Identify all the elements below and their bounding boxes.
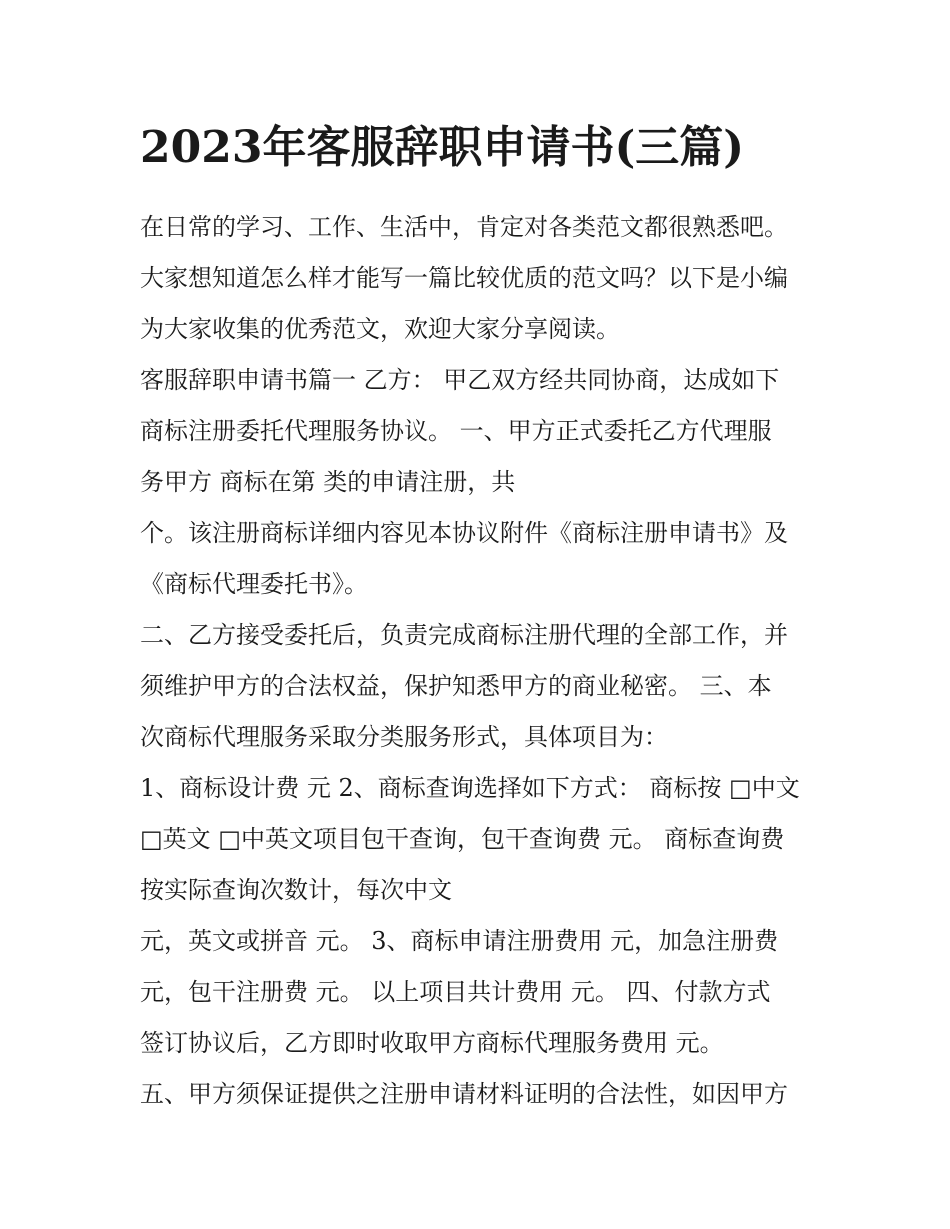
body-line: 商标注册委托代理服务协议。 一、甲方正式委托乙方代理服: [140, 417, 772, 445]
body-line: 二、乙方接受委托后，负责完成商标注册代理的全部工作，并: [140, 621, 788, 649]
title-text: 年客服辞职申请书(三篇): [262, 122, 745, 173]
body-line: 签订协议后，乙方即时收取甲方商标代理服务费用 元。: [140, 1029, 724, 1057]
body-line: 为大家收集的优秀范文，欢迎大家分享阅读。: [140, 315, 620, 343]
body-line: 元，包干注册费 元。 以上项目共计费用 元。 四、付款方式: [140, 978, 771, 1006]
body-line: 五、甲方须保证提供之注册申请材料证明的合法性，如因甲方: [140, 1080, 788, 1108]
body-line: 元，英文或拼音 元。 3、商标申请注册费用 元，加急注册费: [140, 927, 779, 955]
body-line: 务甲方 商标在第 类的申请注册，共: [140, 468, 516, 496]
body-line: 在日常的学习、工作、生活中，肯定对各类范文都很熟悉吧。: [140, 213, 788, 241]
body-line: 按实际查询次数计，每次中文: [140, 876, 452, 904]
body-line: 个。该注册商标详细内容见本协议附件《商标注册申请书》及: [140, 519, 788, 547]
document-page: [140, 118, 820, 1120]
body-line: 大家想知道怎么样才能写一篇比较优质的范文吗？以下是小编: [140, 264, 788, 292]
document-title: [140, 118, 820, 178]
title-year: 2023: [140, 122, 263, 173]
body-line: 须维护甲方的合法权益，保护知悉甲方的商业秘密。 三、本: [140, 672, 772, 700]
document-body: [140, 202, 820, 1120]
body-line: □英文 □中英文项目包干查询，包干查询费 元。 商标查询费: [140, 825, 785, 853]
body-line: 次商标代理服务采取分类服务形式，具体项目为：: [140, 723, 668, 751]
body-line: 1、商标设计费 元 2、商标查询选择如下方式： 商标按 □中文: [140, 774, 800, 802]
body-line: 《商标代理委托书》。: [140, 570, 368, 598]
body-line: 客服辞职申请书篇一 乙方： 甲乙双方经共同协商，达成如下: [140, 366, 780, 394]
